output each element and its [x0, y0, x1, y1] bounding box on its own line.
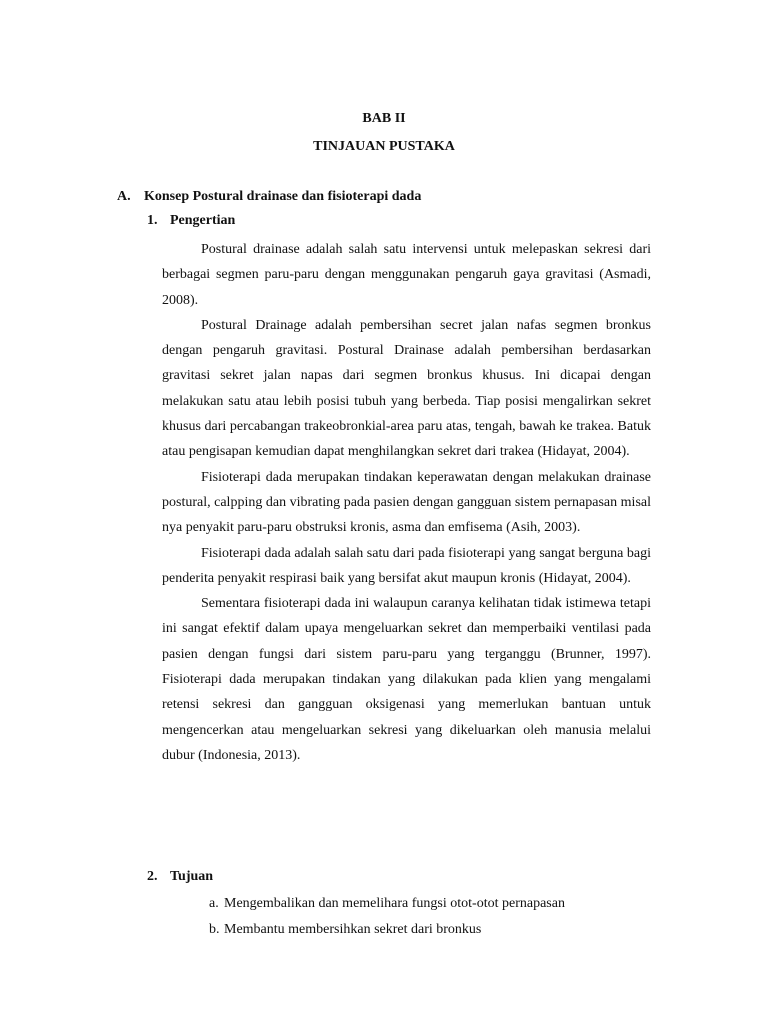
list-item	[209, 917, 565, 943]
chapter-label: BAB II	[362, 111, 406, 126]
list-item	[209, 891, 565, 917]
subsection-1-heading	[147, 212, 235, 230]
section-a-heading	[117, 188, 421, 206]
paragraph: Fisioterapi dada adalah salah satu dari pada fisioterapi yang sangat berguna bagi penderita penyakit respirasi baik yang bersifat akut maupun kronis (Hidayat, 2004).	[162, 545, 651, 586]
paragraph: Postural drainase adalah salah satu intervensi untuk melepaskan sekresi dari berbagai segmen paru-paru dengan menggunakan pengaruh gaya gravitasi (Asmadi, 2008).	[162, 242, 651, 308]
section-a-title: Konsep Postural drainase dan fisioterapi dada	[144, 189, 422, 204]
list-item-marker: b.	[209, 921, 220, 937]
subsection-1-title: Pengertian	[170, 213, 236, 228]
paragraph: Sementara fisioterapi dada ini walaupun caranya kelihatan tidak istimewa tetapi ini sangat efektif dalam upaya mengeluarkan sekret dan memperbaiki ventilasi pada pasien dengan fungsi dari sistem paru-paru yang terganggu (Brunner, 1997). Fisioterapi dada merupakan tindakan yang dilakukan pada klien yang mengalami retensi sekresi dan gangguan oksigenasi yang memerlukan bantuan untuk mengencerkan atau mengeluarkan sekresi yang dikeluarkan oleh manusia melalui dubur (Indonesia, 2013).	[162, 596, 651, 763]
body-text	[162, 237, 651, 768]
list-item-text: Mengembalikan dan memelihara fungsi otot-otot pernapasan	[224, 896, 565, 911]
section-a-marker: A.	[117, 189, 131, 204]
paragraph: Fisioterapi dada merupakan tindakan keperawatan dengan melakukan drainase postural, calpping dan vibrating pada pasien dengan gangguan sistem pernapasan misal nya penyakit paru-paru obstruksi kronis, asma dan emfisema (Asih, 2003).	[162, 469, 651, 536]
subsection-2-marker: 2.	[147, 869, 158, 884]
subsection-2-title: Tujuan	[170, 869, 214, 884]
subsection-1-marker: 1.	[147, 213, 158, 228]
list-item-marker: a.	[209, 896, 219, 911]
list-item-text: Membantu membersihkan sekret dari bronkus	[224, 921, 482, 937]
tujuan-list	[209, 891, 565, 942]
chapter-title: TINJAUAN PUSTAKA	[313, 139, 455, 154]
paragraph: Postural Drainage adalah pembersihan secret jalan nafas segmen bronkus dengan pengaruh gravitasi. Postural Drainase adalah pembersihan berdasarkan gravitasi sekret jalan napas dari segmen bronkus khusus. Ini dicapai dengan melakukan satu atau lebih posisi tubuh yang berbeda. Tiap posisi mengalirkan sekret khusus dari percabangan trakeobronkial-area paru atas, tengah, bawah ke trakea. Batuk atau pengisapan kemudian dapat menghilangkan sekret dari trakea (Hidayat, 2004).	[162, 317, 651, 460]
subsection-2-heading	[147, 868, 213, 886]
